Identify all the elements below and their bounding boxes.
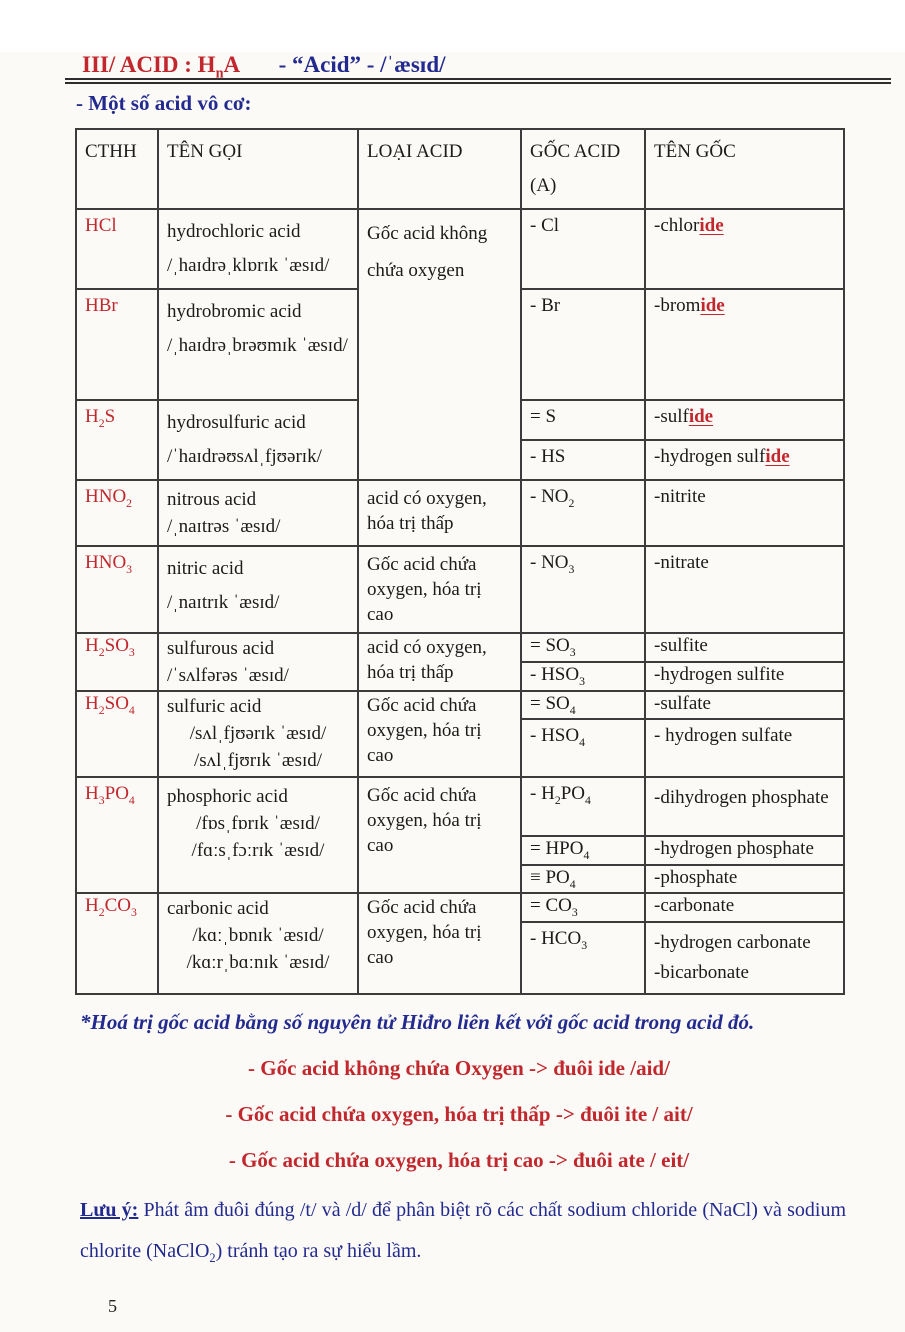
header-goc-acid-line2: (A) bbox=[530, 175, 557, 196]
attention-text: Phát âm đuôi đúng /t/ và /d/ để phân biệt rõ các chất sodium chloride (NaCl) và sodium chlorite (NaClO$_2$) tránh tạo ra sự hiểu lầm. bbox=[80, 1199, 847, 1265]
row-h2s-name bbox=[158, 400, 358, 480]
acid-name: hydrobromic acid bbox=[167, 301, 302, 322]
loai-low-valence: acid có oxygen, hóa trị thấp bbox=[358, 633, 521, 691]
row-h2so4-name bbox=[158, 691, 358, 777]
root-name: -hydrogen sulf bbox=[654, 446, 766, 467]
row-hcl-formula: HCl bbox=[76, 209, 158, 289]
suffix-rules bbox=[75, 1056, 843, 1173]
acid-pronunciation: /sʌlˌfjʊrɪk ˈæsɪd/ bbox=[193, 750, 323, 771]
root-suffix-highlight: ide bbox=[688, 406, 714, 427]
header-ten-goi: TÊN GỌI bbox=[158, 129, 358, 209]
row-hcl-name bbox=[158, 209, 358, 289]
acid-pronunciation: /kɑːrˌbɑːnɪk ˈæsɪd/ bbox=[186, 952, 330, 973]
title-pronunciation: - “Acid” - /ˈæsɪd/ bbox=[278, 52, 446, 77]
table-row bbox=[76, 209, 844, 289]
row-hcl-radical: - Cl bbox=[521, 209, 645, 289]
root-suffix-highlight: ide bbox=[765, 446, 790, 467]
row-h2co3-formula: $H_2CO_3$ bbox=[76, 893, 158, 994]
subtitle: - Một số acid vô cơ: bbox=[76, 91, 252, 115]
row-h2co3-name bbox=[158, 893, 358, 994]
row-hno3-radical: - $NO_3$ bbox=[521, 546, 645, 633]
document-page bbox=[0, 52, 905, 1332]
row-hbr-formula: HBr bbox=[76, 289, 158, 400]
suffix-rule-ate: - Gốc acid chứa oxygen, hóa trị cao -> đuôi ate / eit/ bbox=[228, 1148, 690, 1172]
header-loai-acid: LOẠI ACID bbox=[358, 129, 521, 209]
page-title bbox=[82, 52, 905, 82]
root-name: -chlor bbox=[654, 215, 700, 236]
row-hno2-name bbox=[158, 480, 358, 546]
row-h3po4-name bbox=[158, 777, 358, 893]
row-hbr-root bbox=[645, 289, 844, 400]
header-cthh: CTHH bbox=[76, 129, 158, 209]
acid-name: carbonic acid bbox=[167, 898, 269, 919]
row-h2s-root-2 bbox=[645, 440, 844, 480]
table-row bbox=[76, 480, 844, 546]
acid-name: hydrochloric acid bbox=[167, 221, 301, 242]
loai-high-valence: Gốc acid chứa oxygen, hóa trị cao bbox=[358, 893, 521, 994]
root-suffix-highlight: ide bbox=[699, 215, 724, 236]
loai-no-oxygen: Gốc acid không chứa oxygen bbox=[358, 209, 521, 480]
row-hno2-formula: $HNO_2$ bbox=[76, 480, 158, 546]
header-goc-acid-line1: GỐC ACID bbox=[530, 141, 621, 162]
loai-low-valence: acid có oxygen, hóa trị thấp bbox=[358, 480, 521, 546]
row-h3po4-radical-2: = $HPO_4$ bbox=[521, 836, 645, 865]
acid-pronunciation: /sʌlˌfjʊərɪk ˈæsɪd/ bbox=[189, 723, 327, 744]
acid-pronunciation: /ˈhaɪdrəʊsʌlˌfjʊərɪk/ bbox=[167, 446, 322, 467]
row-h2so3-radical-1: = $SO_3$ bbox=[521, 633, 645, 662]
row-h2so3-root-1: -sulfite bbox=[645, 633, 844, 662]
table-row bbox=[76, 546, 844, 633]
row-h2so3-name bbox=[158, 633, 358, 691]
header-goc-acid bbox=[521, 129, 645, 209]
acid-pronunciation: /ˌnaɪtrɪk ˈæsɪd/ bbox=[167, 592, 280, 613]
row-h2co3-radical-1: = $CO_3$ bbox=[521, 893, 645, 922]
row-h2so4-radical-2: - $HSO_4$ bbox=[521, 719, 645, 777]
row-h3po4-radical-1: - $H_2PO_4$ bbox=[521, 777, 645, 836]
row-h2s-formula: $H_2S$ bbox=[76, 400, 158, 480]
loai-high-valence: Gốc acid chứa oxygen, hóa trị cao bbox=[358, 777, 521, 893]
acid-table bbox=[75, 128, 845, 995]
attention-label: Lưu ý: bbox=[80, 1199, 139, 1221]
row-hbr-radical: - Br bbox=[521, 289, 645, 400]
row-h2so4-radical-1: = $SO_4$ bbox=[521, 691, 645, 719]
row-h2co3-root-2 bbox=[645, 922, 844, 994]
row-h3po4-radical-3: ≡ $PO_4$ bbox=[521, 865, 645, 893]
row-h3po4-root-2: -hydrogen phosphate bbox=[645, 836, 844, 865]
acid-name: hydrosulfuric acid bbox=[167, 412, 306, 433]
row-h2co3-radical-2: - $HCO_3$ bbox=[521, 922, 645, 994]
row-hno2-radical: - $NO_2$ bbox=[521, 480, 645, 546]
row-h2s-radical-2: - HS bbox=[521, 440, 645, 480]
acid-pronunciation: /ˌhaɪdrəˌklɒrɪk ˈæsɪd/ bbox=[167, 255, 330, 276]
root-name: -hydrogen carbonate bbox=[654, 932, 811, 953]
row-h2so4-root-1: -sulfate bbox=[645, 691, 844, 719]
row-hcl-root bbox=[645, 209, 844, 289]
table-row bbox=[76, 893, 844, 922]
header-ten-goc: TÊN GỐC bbox=[645, 129, 844, 209]
row-h2so4-formula: $H_2SO_4$ bbox=[76, 691, 158, 777]
acid-name: phosphoric acid bbox=[167, 786, 288, 807]
row-h3po4-root-3: -phosphate bbox=[645, 865, 844, 893]
root-name: -sulf bbox=[654, 406, 689, 427]
table-row bbox=[76, 777, 844, 836]
acid-pronunciation: /ˌnaɪtrəs ˈæsɪd/ bbox=[167, 516, 281, 537]
page-number: 5 bbox=[108, 1296, 117, 1316]
row-hno2-root: -nitrite bbox=[645, 480, 844, 546]
row-h2so3-root-2: -hydrogen sulfite bbox=[645, 662, 844, 691]
table-header-row bbox=[76, 129, 844, 209]
row-h2so4-root-2: - hydrogen sulfate bbox=[645, 719, 844, 777]
row-hno3-formula: $HNO_3$ bbox=[76, 546, 158, 633]
root-suffix-highlight: ide bbox=[700, 295, 725, 316]
row-h2so3-formula: $H_2SO_3$ bbox=[76, 633, 158, 691]
valence-note: *Hoá trị gốc acid bằng số nguyên tử Hiđro liên kết với gốc acid trong acid đó. bbox=[80, 1010, 755, 1034]
loai-high-valence: Gốc acid chứa oxygen, hóa trị cao bbox=[358, 546, 521, 633]
acid-name: nitric acid bbox=[167, 558, 244, 579]
row-h2so3-radical-2: - $HSO_3$ bbox=[521, 662, 645, 691]
suffix-rule-ide: - Gốc acid không chứa Oxygen -> đuôi ide /aid/ bbox=[248, 1056, 670, 1080]
table-row bbox=[76, 633, 844, 662]
acid-pronunciation: /ˈsʌlfərəs ˈæsɪd/ bbox=[167, 665, 289, 686]
attention-paragraph bbox=[80, 1190, 846, 1272]
loai-high-valence: Gốc acid chứa oxygen, hóa trị cao bbox=[358, 691, 521, 777]
suffix-rule-ite: - Gốc acid chứa oxygen, hóa trị thấp -> đuôi ite / ait/ bbox=[225, 1102, 693, 1126]
table-row bbox=[76, 691, 844, 719]
root-name: -bicarbonate bbox=[654, 962, 749, 983]
acid-name: sulfurous acid bbox=[167, 638, 275, 659]
row-h3po4-formula: $H_3PO_4$ bbox=[76, 777, 158, 893]
root-name: -brom bbox=[654, 295, 701, 316]
row-hno3-root: -nitrate bbox=[645, 546, 844, 633]
acid-pronunciation: /kɑːˌbɒnɪk ˈæsɪd/ bbox=[192, 925, 324, 946]
acid-pronunciation: /fɑːsˌfɔːrɪk ˈæsɪd/ bbox=[191, 840, 325, 861]
acid-pronunciation: /fɒsˌfɒrɪk ˈæsɪd/ bbox=[196, 813, 320, 834]
acid-name: sulfuric acid bbox=[167, 696, 262, 717]
row-hno3-name bbox=[158, 546, 358, 633]
header-divider bbox=[65, 78, 891, 84]
acid-pronunciation: /ˌhaɪdrəˌbrəʊmɪk ˈæsɪd/ bbox=[167, 335, 348, 356]
row-hbr-name bbox=[158, 289, 358, 400]
row-h3po4-root-1: -dihydrogen phosphate bbox=[645, 777, 844, 836]
row-h2s-root-1 bbox=[645, 400, 844, 440]
row-h2s-radical-1: = S bbox=[521, 400, 645, 440]
title-section-label: III/ ACID : $H_nA$ bbox=[82, 52, 239, 82]
acid-name: nitrous acid bbox=[167, 489, 257, 510]
row-h2co3-root-1: -carbonate bbox=[645, 893, 844, 922]
